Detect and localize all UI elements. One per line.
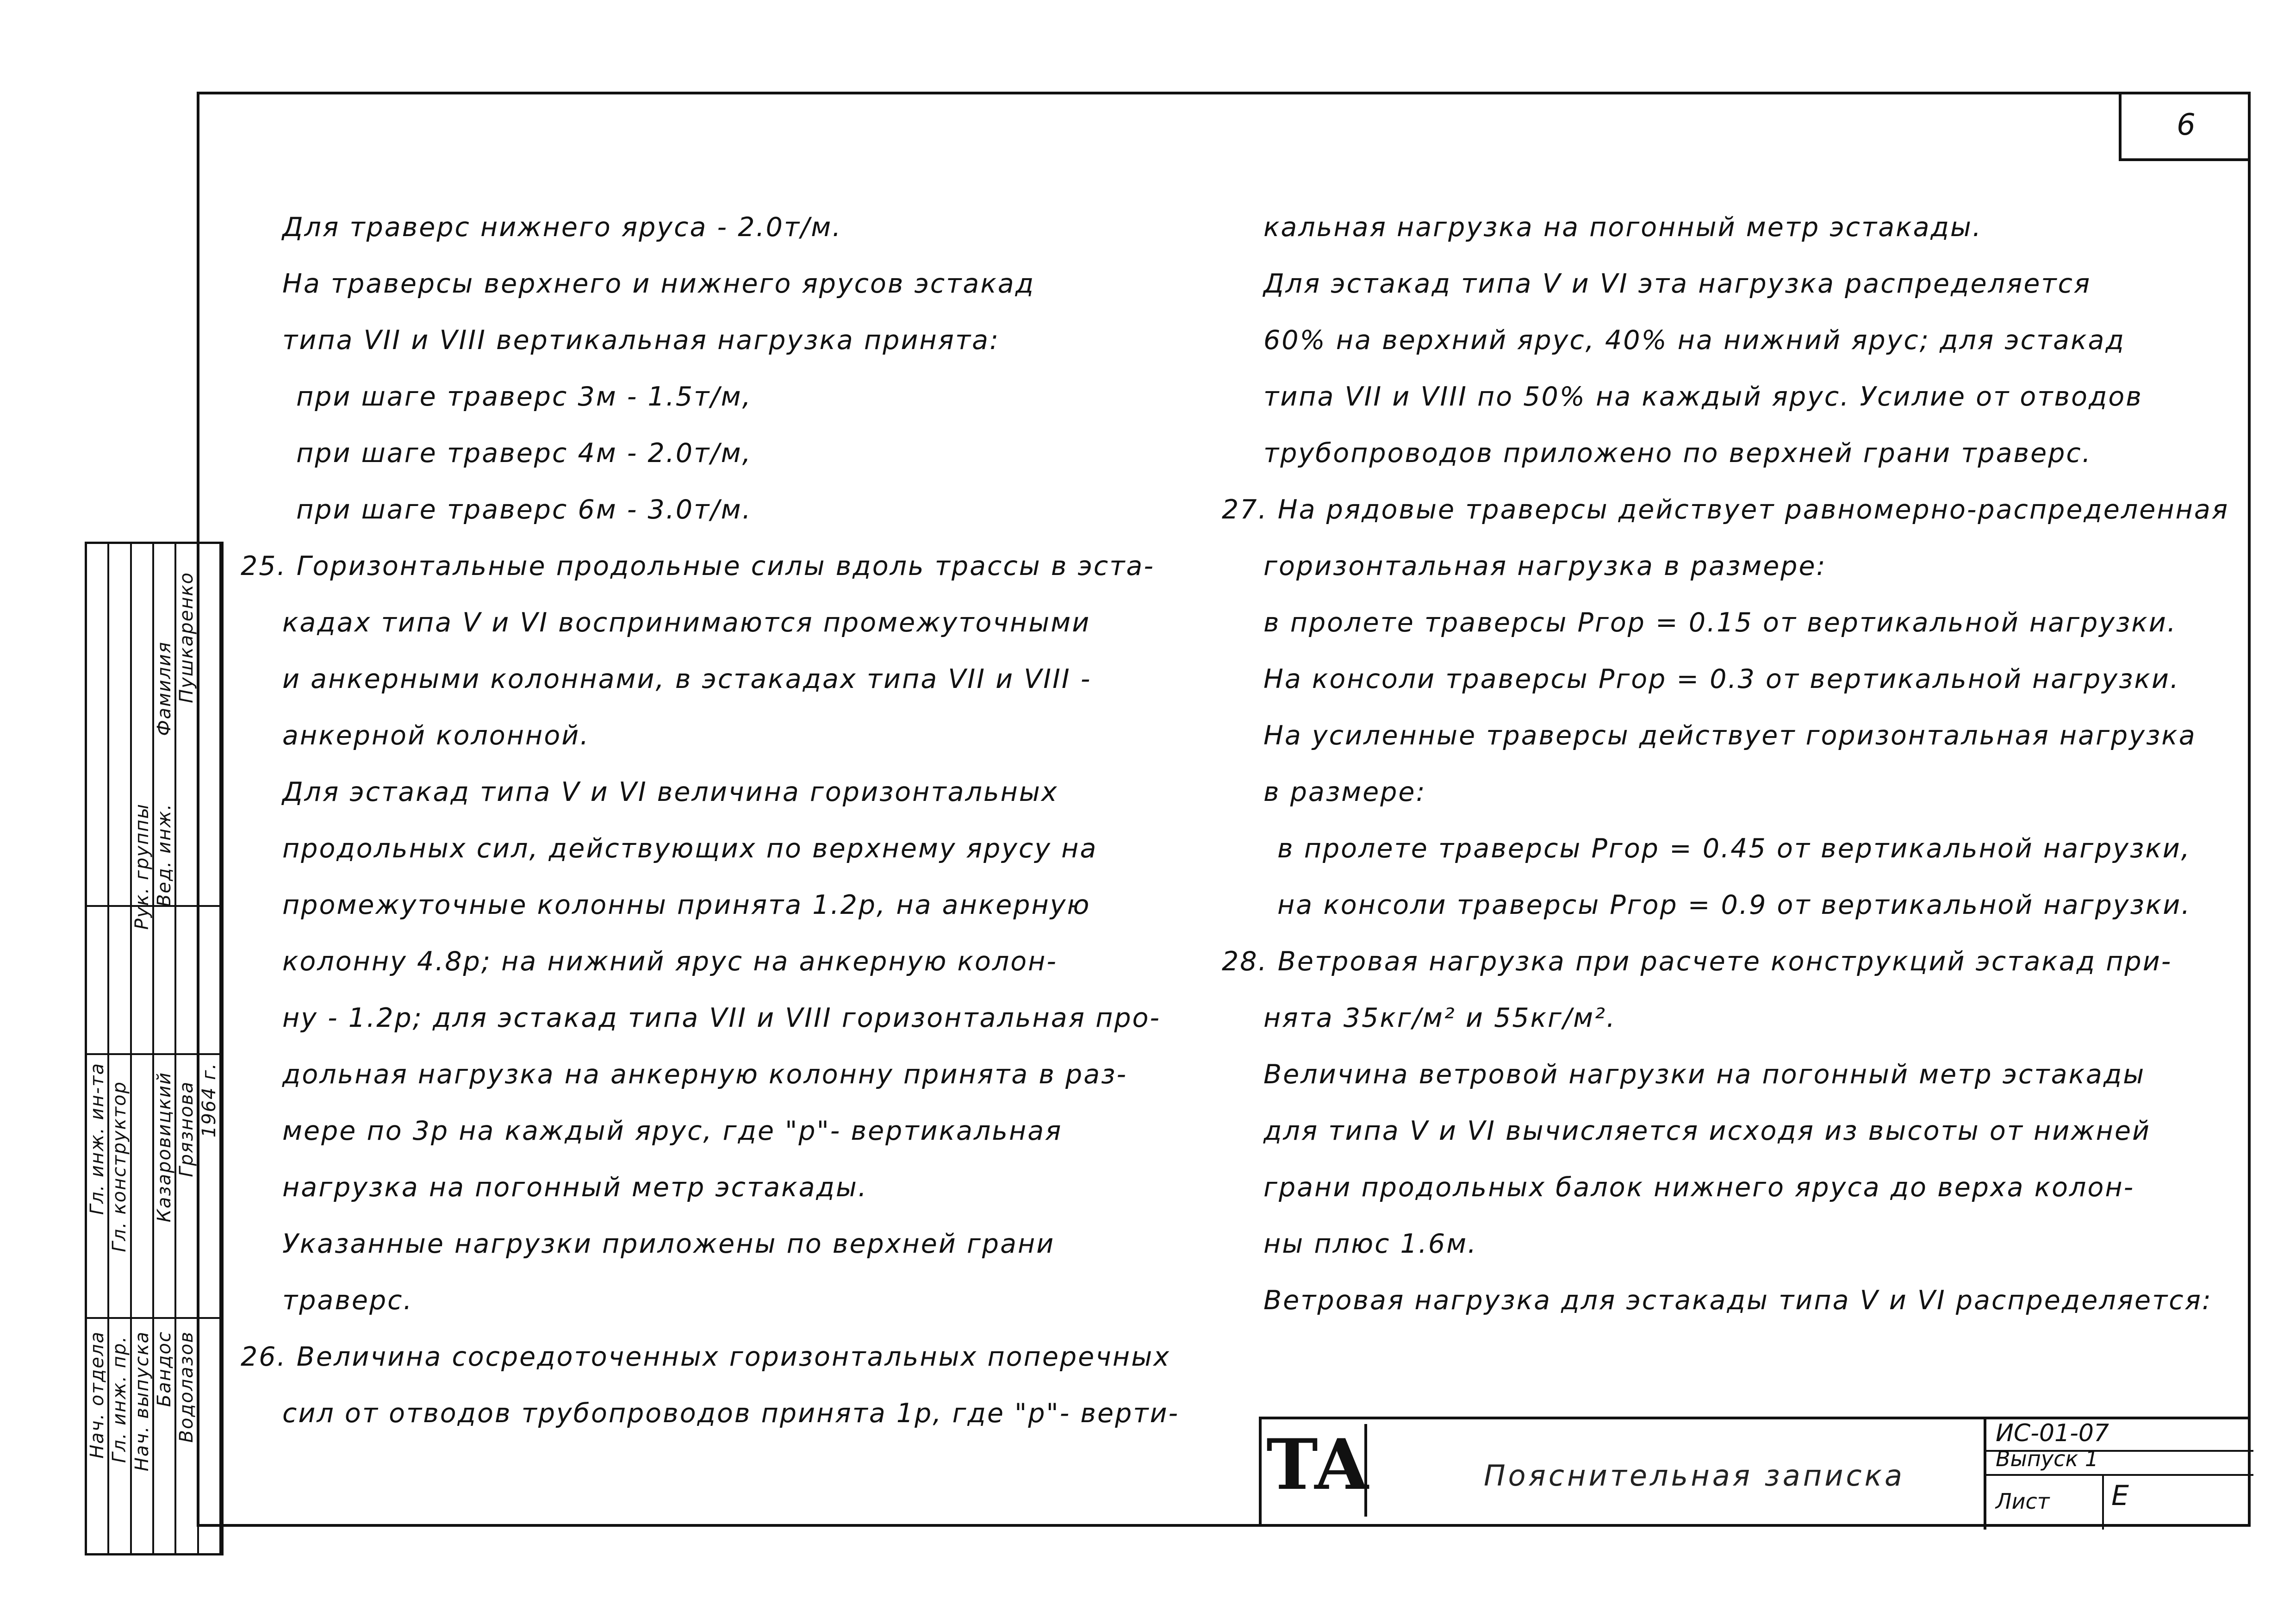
left-text-line: при шаге траверс 6м - 3.0т/м. — [296, 494, 752, 525]
right-text-line: 28. Ветровая нагрузка при расчете конструкций эстакад при- — [1222, 946, 2172, 977]
left-text-column — [241, 199, 1185, 1442]
group-title-1: Рук. группы — [131, 803, 153, 930]
right-text-line: 60% на верхний ярус, 40% на нижний ярус; для эстакад — [1263, 325, 2125, 356]
name-2: Бандос — [154, 1331, 175, 1407]
group-title-2: Вед. инж. — [154, 803, 175, 907]
position-5: Нач. выпуска — [131, 1331, 153, 1472]
approval-strip — [85, 542, 224, 1555]
right-text-line: трубопроводов приложено по верхней грани траверс. — [1263, 438, 2092, 468]
approval-col-positions-2 — [109, 544, 131, 1553]
document-code: ИС-01-07 — [1996, 1419, 2109, 1447]
left-text-line: дольная нагрузка на анкерную колонну принята в раз- — [282, 1059, 1128, 1090]
strip-divider — [87, 1317, 221, 1319]
right-text-line: в размере: — [1263, 777, 1426, 807]
right-text-line: ны плюс 1.6м. — [1263, 1229, 1478, 1259]
right-text-line: горизонтальная нагрузка в размере: — [1263, 551, 1827, 581]
left-text-line: траверс. — [282, 1285, 413, 1316]
right-text-column — [1222, 199, 2229, 1329]
left-text-line: при шаге траверс 3м - 1.5т/м, — [296, 381, 752, 412]
left-text-line: и анкерными колоннами, в эстакадах типа VII и VIII - — [282, 664, 1092, 694]
right-text-line: кальная нагрузка на погонный метр эстакады. — [1263, 212, 1983, 243]
left-text-line: типа VII и VIII вертикальная нагрузка принята: — [282, 325, 1000, 356]
right-text-line: Величина ветровой нагрузки на погонный метр эстакады — [1263, 1059, 2146, 1090]
left-text-line: Для эстакад типа V и VI величина горизонтальных — [282, 777, 1058, 807]
left-text-line: колонну 4.8р; на нижний ярус на анкерную колон- — [282, 946, 1058, 977]
left-text-line: нагрузка на погонный метр эстакады. — [282, 1172, 868, 1203]
left-text-line: сил от отводов трубопроводов принята 1р, где "р"- верти- — [282, 1398, 1180, 1429]
strip-divider — [87, 905, 221, 907]
position-1: Гл. инж. ин-та — [87, 1062, 108, 1215]
name-1: Казаровицкий — [154, 1072, 175, 1223]
name-3: Грязнова — [176, 1081, 198, 1177]
sheet-number: Е — [2111, 1480, 2129, 1512]
right-text-line: нята 35кг/м² и 55кг/м². — [1263, 1003, 1617, 1033]
position-2: Нач. отдела — [87, 1331, 108, 1459]
left-text-line: продольных сил, действующих по верхнему ярусу на — [282, 833, 1098, 864]
name-5: Пушкаренко — [176, 572, 198, 703]
left-text-line: промежуточные колонны принята 1.2р, на анкерную — [282, 890, 1091, 920]
left-text-line: На траверсы верхнего и нижнего ярусов эстакад — [282, 269, 1035, 299]
left-text-line: анкерной колонной. — [282, 720, 590, 751]
right-text-line: грани продольных балок нижнего яруса до верха колон- — [1263, 1172, 2135, 1203]
right-text-line: для типа V и VI вычисляется исходя из высоты от нижней — [1263, 1116, 2151, 1146]
right-text-line: типа VII и VIII по 50% на каждый ярус. Усилие от отводов — [1263, 381, 2143, 412]
surname-header: Фамилия — [154, 641, 175, 736]
sheet-label: Лист — [1996, 1489, 2050, 1514]
left-text-line: при шаге траверс 4м - 2.0т/м, — [296, 438, 752, 468]
left-text-line: Для траверс нижнего яруса - 2.0т/м. — [282, 212, 842, 243]
approval-col-signatures — [199, 544, 221, 1553]
right-text-line: Для эстакад типа V и VI эта нагрузка распределяется — [1263, 269, 2091, 299]
name-4: Водолазов — [176, 1331, 198, 1443]
page-number: 6 — [2119, 92, 2251, 161]
left-text-line: 25. Горизонтальные продольные силы вдоль трассы в эста- — [241, 551, 1155, 581]
right-text-line: на консоли траверсы Pгор = 0.9 от вертикальной нагрузки. — [1277, 890, 2191, 920]
org-logo: ТА — [1267, 1424, 1367, 1517]
title-block-info — [1984, 1419, 2253, 1530]
left-text-line: Указанные нагрузки приложены по верхней грани — [282, 1229, 1055, 1259]
approval-col-names — [154, 544, 176, 1553]
right-text-line: в пролете траверсы Pгор = 0.15 от вертикальной нагрузки. — [1263, 607, 2177, 638]
right-text-line: На консоли траверсы Pгор = 0.3 от вертикальной нагрузки. — [1263, 664, 2180, 694]
title-block-divider — [1986, 1474, 2253, 1476]
left-text-line: мере по 3р на каждый ярус, где "р"- вертикальная — [282, 1116, 1063, 1146]
position-4: Гл. инж. пр. — [109, 1336, 131, 1463]
position-3: Гл. конструктор — [109, 1081, 131, 1252]
title-block-divider — [2102, 1474, 2104, 1530]
right-text-line: На усиленные траверсы действует горизонтальная нагрузка — [1263, 720, 2196, 751]
right-text-line: в пролете траверсы Pгор = 0.45 от вертикальной нагрузки, — [1277, 833, 2191, 864]
issue-label: Выпуск 1 — [1996, 1446, 2099, 1471]
left-text-line: кадах типа V и VI воспринимаются промежуточными — [282, 607, 1091, 638]
left-text-line: ну - 1.2р; для эстакад типа VII и VIII горизонтальная про- — [282, 1003, 1161, 1033]
approval-col-positions — [87, 544, 109, 1553]
approval-date: 1964 г. — [198, 1062, 220, 1138]
approval-col-group — [132, 544, 154, 1553]
title-block — [1259, 1417, 2251, 1527]
left-text-line: 26. Величина сосредоточенных горизонтальных поперечных — [241, 1342, 1170, 1372]
sheet-title: Пояснительная записка — [1484, 1459, 1905, 1493]
strip-divider — [87, 1053, 221, 1055]
right-text-line: Ветровая нагрузка для эстакады типа V и VI распределяется: — [1263, 1285, 2213, 1316]
right-text-line: 27. На рядовые траверсы действует равномерно-распределенная — [1222, 494, 2229, 525]
approval-col-names-2 — [176, 544, 199, 1553]
